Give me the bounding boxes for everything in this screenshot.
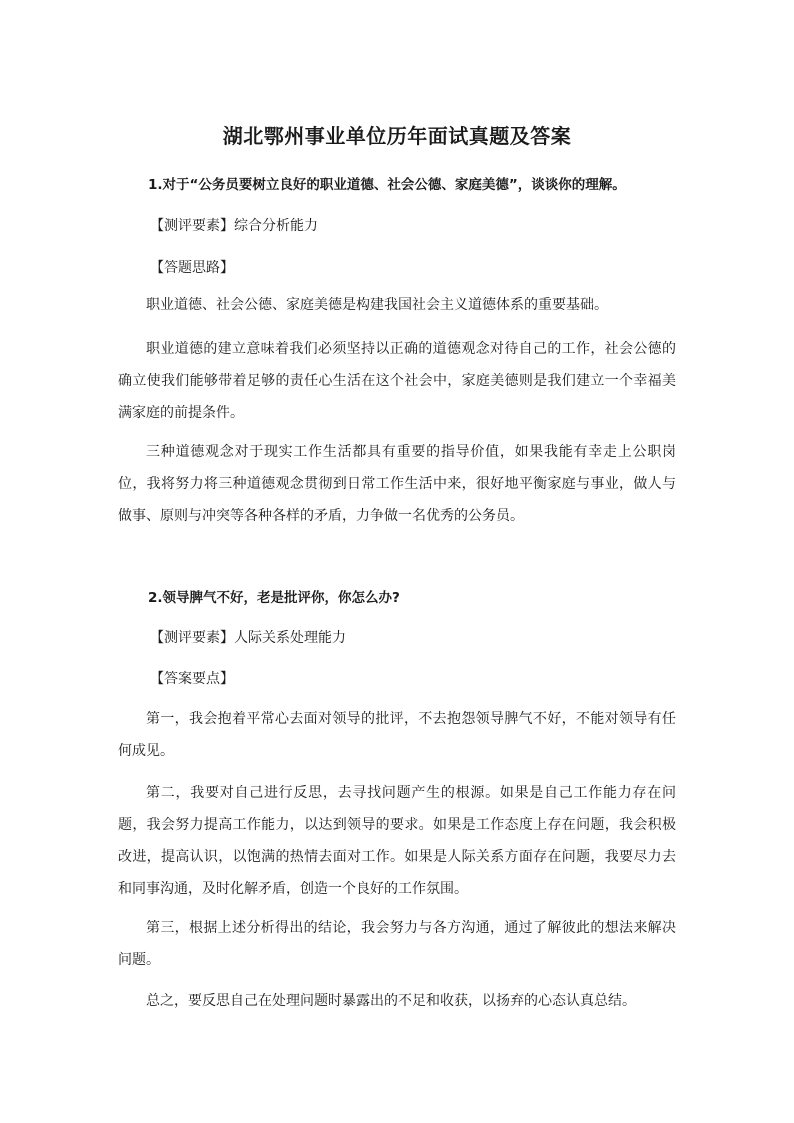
document-title: 湖北鄂州事业单位历年面试真题及答案 (222, 124, 572, 148)
question-2-paragraph-1: 第一，我会抱着平常心去面对领导的批评，不去抱怨领导脾气不好，不能对领导有任何成见。 (118, 711, 676, 759)
question-1-paragraph-3: 三种道德观念对于现实工作生活都具有重要的指导价值，如果我能有幸走上公职岗位，我将努力将三种道德观念贯彻到日常工作生活中来，很好地平衡家庭与事业，做人与做事、原则与冲突等各种各样的矛盾，力争做一名优秀的公务员。 (118, 444, 676, 524)
question-1-evaluation-element: 【测评要素】综合分析能力 (150, 218, 318, 234)
question-2-paragraph-3: 第三，根据上述分析得出的结论，我会努力与各方沟通，通过了解彼此的想法来解决问题。 (118, 920, 676, 968)
question-2-evaluation-element: 【测评要素】人际关系处理能力 (150, 630, 346, 646)
question-1-approach-label: 【答题思路】 (150, 260, 234, 276)
question-1-title: 1.对于“公务员要树立良好的职业道德、社会公德、家庭美德”，谈谈你的理解。 (148, 177, 626, 193)
question-1-paragraph-2: 职业道德的建立意味着我们必须坚持以正确的道德观念对待自己的工作，社会公德的确立使我们能够带着足够的责任心生活在这个社会中，家庭美德则是我们建立一个幸福美满家庭的前提条件。 (118, 341, 676, 421)
question-2-title: 2.领导脾气不好，老是批评你，你怎么办? (148, 590, 400, 606)
question-1-paragraph-1: 职业道德、社会公德、家庭美德是构建我国社会主义道德体系的重要基础。 (146, 297, 608, 313)
question-2-paragraph-4: 总之，要反思自己在处理问题时暴露出的不足和收获，以扬弃的心态认真总结。 (146, 993, 636, 1009)
question-2-paragraph-2: 第二，我要对自己进行反思，去寻找问题产生的根源。如果是自己工作能力存在问题，我会努力提高工作能力，以达到领导的要求。如果是工作态度上存在问题，我会积极改进，提高认识，以饱满的热情去面对工作。如果是人际关系方面存在问题，我要尽力去和同事沟通，及时化解矛盾，创造一个良好的工作氛围。 (118, 785, 676, 897)
question-2-answer-points-label: 【答案要点】 (150, 671, 234, 687)
